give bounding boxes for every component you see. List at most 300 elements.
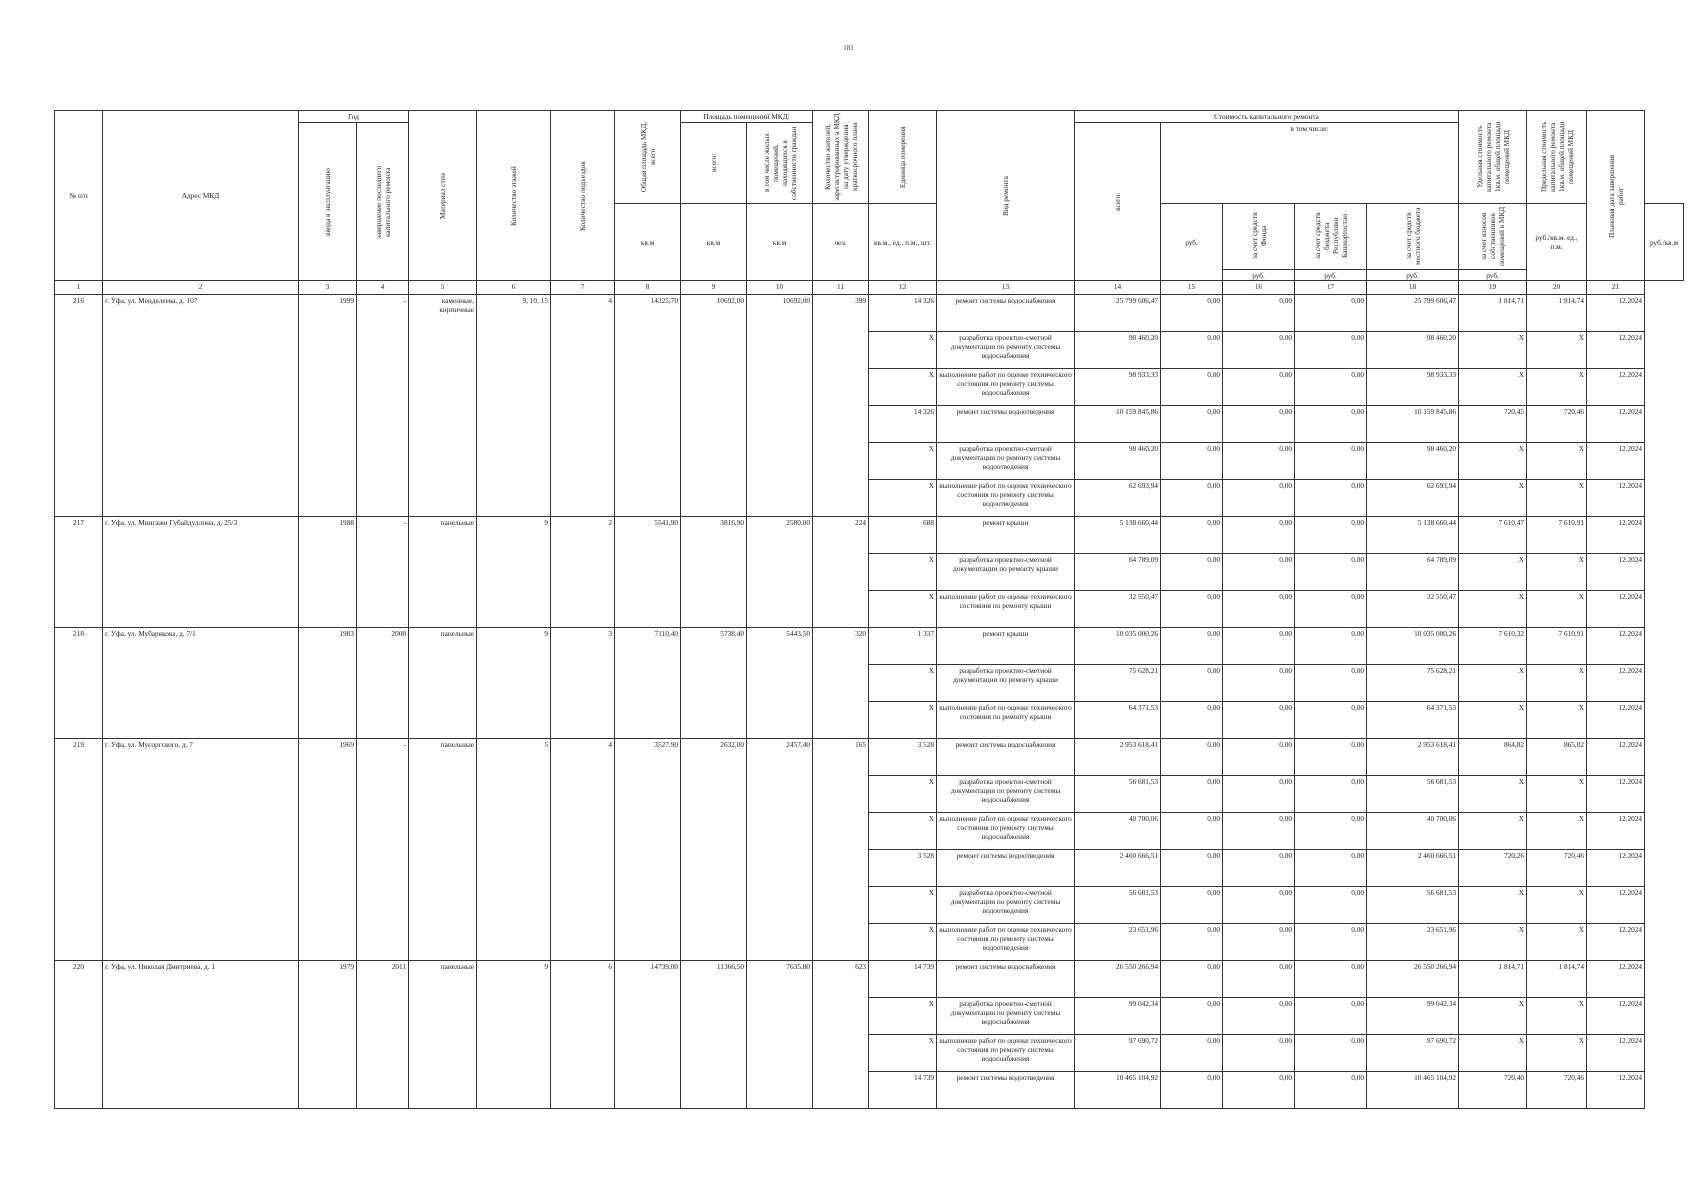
premises-area: 10692,00 bbox=[681, 295, 747, 517]
repair-type: ремонт системы водоснабжения bbox=[937, 961, 1075, 998]
cost-total: 32 550,47 bbox=[1075, 591, 1161, 628]
unit-measure: кв.м., ед., п.м., шт. bbox=[869, 204, 937, 281]
premises-area: 3816,90 bbox=[681, 517, 747, 628]
specific-cost: 720,26 bbox=[1459, 850, 1527, 887]
cost-rb: 0,00 bbox=[1223, 517, 1295, 554]
entrances-count: 3 bbox=[551, 628, 615, 739]
table-row bbox=[55, 517, 1684, 554]
cost-fund: 0,00 bbox=[1161, 332, 1223, 369]
building-address: г. Уфа, ул. Мусоргского, д. 7 bbox=[103, 739, 299, 961]
floors-count: 9, 10, 15 bbox=[477, 295, 551, 517]
cost-fund: 0,00 bbox=[1161, 517, 1223, 554]
repair-plan-table bbox=[54, 110, 1684, 1109]
header-repair-type: Вид ремонта bbox=[1001, 175, 1011, 216]
cost-rb: 0,00 bbox=[1223, 739, 1295, 776]
total-area: 7110,40 bbox=[615, 628, 681, 739]
work-unit: X bbox=[869, 998, 937, 1035]
column-number: 4 bbox=[357, 281, 409, 295]
table-row bbox=[55, 295, 1684, 332]
table-row bbox=[55, 739, 1684, 776]
work-unit: X bbox=[869, 813, 937, 850]
planned-date: 12.2024 bbox=[1587, 850, 1645, 887]
cost-owners: 64 789,09 bbox=[1367, 554, 1459, 591]
planned-date: 12.2024 bbox=[1587, 813, 1645, 850]
building-number: 218 bbox=[55, 628, 103, 739]
header-planned-date: Плановая дата завершения работ bbox=[1606, 154, 1625, 238]
total-area: 3527,90 bbox=[615, 739, 681, 961]
planned-date: 12.2024 bbox=[1587, 628, 1645, 665]
cost-fund: 0,00 bbox=[1161, 887, 1223, 924]
specific-cost: 1 814,71 bbox=[1459, 961, 1527, 998]
cost-owners: 98 460,20 bbox=[1367, 332, 1459, 369]
cost-total: 10 465 104,92 bbox=[1075, 1072, 1161, 1109]
column-number: 12 bbox=[869, 281, 937, 295]
work-unit: X bbox=[869, 443, 937, 480]
cost-total: 5 138 660,44 bbox=[1075, 517, 1161, 554]
owned-area: 2457,40 bbox=[747, 739, 813, 961]
year-last-repair: 2008 bbox=[357, 628, 409, 739]
cost-fund: 0,00 bbox=[1161, 1035, 1223, 1072]
page-number: 181 bbox=[843, 44, 854, 52]
max-cost: X bbox=[1527, 443, 1587, 480]
total-area: 5541,90 bbox=[615, 517, 681, 628]
owned-area: 7635,80 bbox=[747, 961, 813, 1109]
repair-type: ремонт системы водоснабжения bbox=[937, 739, 1075, 776]
cost-rb: 0,00 bbox=[1223, 813, 1295, 850]
max-cost: X bbox=[1527, 369, 1587, 406]
header-max-cost: Предельная стоимость капитального ремонта 1кв.м. общей площади помещений МКД bbox=[1538, 121, 1575, 193]
header-residents: Количество жителей, зарегистрированных в МКД на дату утверждения краткосрочного плана bbox=[822, 113, 859, 201]
cost-owners: 10 465 104,92 bbox=[1367, 1072, 1459, 1109]
work-unit: X bbox=[869, 1035, 937, 1072]
max-cost: 1 814,74 bbox=[1527, 961, 1587, 998]
wall-material: панельные bbox=[409, 961, 477, 1109]
cost-owners: 32 550,47 bbox=[1367, 591, 1459, 628]
cost-total: 2 460 666,51 bbox=[1075, 850, 1161, 887]
planned-date: 12.2024 bbox=[1587, 295, 1645, 332]
column-number: 13 bbox=[937, 281, 1075, 295]
planned-date: 12.2024 bbox=[1587, 443, 1645, 480]
cost-total: 64 789,09 bbox=[1075, 554, 1161, 591]
max-cost: 7 610,91 bbox=[1527, 517, 1587, 554]
cost-fund: 0,00 bbox=[1161, 924, 1223, 961]
work-unit: X bbox=[869, 776, 937, 813]
cost-rb: 0,00 bbox=[1223, 628, 1295, 665]
cost-owners: 2 460 666,51 bbox=[1367, 850, 1459, 887]
cost-rb: 0,00 bbox=[1223, 1035, 1295, 1072]
cost-total: 40 700,06 bbox=[1075, 813, 1161, 850]
header-including: в том числе: bbox=[1161, 123, 1459, 204]
owned-area: 5443,50 bbox=[747, 628, 813, 739]
planned-date: 12.2024 bbox=[1587, 924, 1645, 961]
year-commissioning: 1979 bbox=[299, 961, 357, 1109]
header-no: № п/п bbox=[55, 111, 103, 281]
specific-cost: 7 610,32 bbox=[1459, 628, 1527, 665]
column-number: 5 bbox=[409, 281, 477, 295]
residents-count: 623 bbox=[813, 961, 869, 1109]
repair-type: ремонт крыши bbox=[937, 628, 1075, 665]
cost-rb: 0,00 bbox=[1223, 332, 1295, 369]
header-entrances: Количество подъездов bbox=[578, 160, 588, 231]
planned-date: 12.2024 bbox=[1587, 554, 1645, 591]
repair-type: разработка проектно-сметной документации по ремонту системы водоснабжения bbox=[937, 332, 1075, 369]
cost-rb: 0,00 bbox=[1223, 887, 1295, 924]
cost-local: 0,00 bbox=[1295, 1035, 1367, 1072]
header-cost-fund: за счет средств Фонда bbox=[1249, 212, 1268, 260]
cost-local: 0,00 bbox=[1295, 480, 1367, 517]
header-total-area: Общая площадь МКД, всего bbox=[638, 121, 657, 193]
cost-local: 0,00 bbox=[1295, 591, 1367, 628]
cost-total: 98 460,20 bbox=[1075, 332, 1161, 369]
repair-type: ремонт системы водоотведения bbox=[937, 1072, 1075, 1109]
cost-local: 0,00 bbox=[1295, 850, 1367, 887]
entrances-count: 4 bbox=[551, 739, 615, 961]
cost-fund: 0,00 bbox=[1161, 998, 1223, 1035]
cost-local: 0,00 bbox=[1295, 665, 1367, 702]
unit-rub: руб. bbox=[1295, 269, 1366, 280]
repair-type: выполнение работ по оценке технического состояния по ремонту крыши bbox=[937, 702, 1075, 739]
cost-fund: 0,00 bbox=[1161, 295, 1223, 332]
repair-type: разработка проектно-сметной документации по ремонту системы водоотведения bbox=[937, 443, 1075, 480]
max-cost: X bbox=[1527, 813, 1587, 850]
cost-fund: 0,00 bbox=[1161, 591, 1223, 628]
cost-fund: 0,00 bbox=[1161, 1072, 1223, 1109]
max-cost: 720,46 bbox=[1527, 850, 1587, 887]
column-number: 16 bbox=[1223, 281, 1295, 295]
header-cost-rb: за счет средств бюджета Республики Башкортостан bbox=[1312, 212, 1349, 260]
specific-cost: X bbox=[1459, 665, 1527, 702]
max-cost: X bbox=[1527, 1035, 1587, 1072]
max-cost: X bbox=[1527, 480, 1587, 517]
repair-type: выполнение работ по оценке технического состояния по ремонту системы водоотведения bbox=[937, 924, 1075, 961]
floors-count: 9 bbox=[477, 517, 551, 628]
building-address: г. Уфа, ул. Мубарякова, д. 7/1 bbox=[103, 628, 299, 739]
repair-type: выполнение работ по оценке технического состояния по ремонту системы водоснабжения bbox=[937, 369, 1075, 406]
entrances-count: 4 bbox=[551, 295, 615, 517]
cost-owners: 2 953 618,41 bbox=[1367, 739, 1459, 776]
repair-type: разработка проектно-сметной документации по ремонту системы водоотведения bbox=[937, 887, 1075, 924]
cost-fund: 0,00 bbox=[1161, 480, 1223, 517]
floors-count: 5 bbox=[477, 739, 551, 961]
specific-cost: X bbox=[1459, 369, 1527, 406]
wall-material: каменные, кирпичные bbox=[409, 295, 477, 517]
cost-total: 26 550 266,94 bbox=[1075, 961, 1161, 998]
cost-rb: 0,00 bbox=[1223, 998, 1295, 1035]
header-specific-cost: Удельная стоимость капитального ремонта 1кв.м. общей площади помещений МКД bbox=[1474, 121, 1511, 193]
year-last-repair: 2011 bbox=[357, 961, 409, 1109]
repair-type: ремонт системы водоснабжения bbox=[937, 295, 1075, 332]
column-number: 9 bbox=[681, 281, 747, 295]
cost-total: 2 953 618,41 bbox=[1075, 739, 1161, 776]
header-wall-material: Материал стен bbox=[438, 172, 448, 219]
repair-type: разработка проектно-сметной документации по ремонту крыши bbox=[937, 665, 1075, 702]
max-cost: X bbox=[1527, 554, 1587, 591]
unit-rub-per-unit: руб./кв.м. ед., п.м. bbox=[1527, 204, 1587, 281]
table-row bbox=[55, 961, 1684, 998]
cost-total: 25 799 606,47 bbox=[1075, 295, 1161, 332]
column-number: 2 bbox=[103, 281, 299, 295]
planned-date: 12.2024 bbox=[1587, 480, 1645, 517]
specific-cost: 1 814,71 bbox=[1459, 295, 1527, 332]
repair-type: выполнение работ по оценке технического состояния по ремонту системы водоснабжения bbox=[937, 813, 1075, 850]
work-unit: 14 326 bbox=[869, 295, 937, 332]
header-cost-local: за счет средств местного бюджета bbox=[1403, 207, 1422, 265]
specific-cost: X bbox=[1459, 591, 1527, 628]
specific-cost: 720,40 bbox=[1459, 1072, 1527, 1109]
header-premises-owned: в том числе жилых помещений, находящихся в собственности граждан bbox=[761, 126, 798, 200]
cost-rb: 0,00 bbox=[1223, 591, 1295, 628]
unit-rub: руб. bbox=[1223, 269, 1294, 280]
planned-date: 12.2024 bbox=[1587, 406, 1645, 443]
work-unit: 3 528 bbox=[869, 850, 937, 887]
planned-date: 12.2024 bbox=[1587, 1035, 1645, 1072]
repair-type: разработка проектно-сметной документации по ремонту системы водоснабжения bbox=[937, 776, 1075, 813]
year-commissioning: 1983 bbox=[299, 628, 357, 739]
cost-owners: 62 693,94 bbox=[1367, 480, 1459, 517]
repair-type: разработка проектно-сметной документации по ремонту системы водоснабжения bbox=[937, 998, 1075, 1035]
table-row bbox=[55, 628, 1684, 665]
max-cost: X bbox=[1527, 702, 1587, 739]
column-number: 20 bbox=[1527, 281, 1587, 295]
column-number: 7 bbox=[551, 281, 615, 295]
column-number: 14 bbox=[1075, 281, 1161, 295]
repair-type: выполнение работ по оценке технического состояния по ремонту системы водоотведения bbox=[937, 480, 1075, 517]
max-cost: X bbox=[1527, 591, 1587, 628]
cost-rb: 0,00 bbox=[1223, 1072, 1295, 1109]
year-commissioning: 1969 bbox=[299, 739, 357, 961]
header-cost-owners: за счет взносов собственников помещений в МКД bbox=[1479, 206, 1507, 266]
cost-owners: 10 159 845,86 bbox=[1367, 406, 1459, 443]
unit-people: чел. bbox=[813, 204, 869, 281]
cost-owners: 10 035 000,26 bbox=[1367, 628, 1459, 665]
cost-rb: 0,00 bbox=[1223, 443, 1295, 480]
total-area: 14325,70 bbox=[615, 295, 681, 517]
work-unit: X bbox=[869, 591, 937, 628]
specific-cost: 7 610,47 bbox=[1459, 517, 1527, 554]
work-unit: X bbox=[869, 924, 937, 961]
cost-local: 0,00 bbox=[1295, 1072, 1367, 1109]
column-number: 18 bbox=[1367, 281, 1459, 295]
max-cost: 720,46 bbox=[1527, 406, 1587, 443]
building-number: 216 bbox=[55, 295, 103, 517]
entrances-count: 2 bbox=[551, 517, 615, 628]
cost-total: 56 681,53 bbox=[1075, 776, 1161, 813]
cost-rb: 0,00 bbox=[1223, 295, 1295, 332]
work-unit: X bbox=[869, 665, 937, 702]
cost-owners: 56 681,53 bbox=[1367, 887, 1459, 924]
cost-owners: 64 371,53 bbox=[1367, 702, 1459, 739]
cost-fund: 0,00 bbox=[1161, 665, 1223, 702]
cost-fund: 0,00 bbox=[1161, 739, 1223, 776]
cost-total: 62 693,94 bbox=[1075, 480, 1161, 517]
cost-total: 97 690,72 bbox=[1075, 1035, 1161, 1072]
cost-local: 0,00 bbox=[1295, 961, 1367, 998]
cost-local: 0,00 bbox=[1295, 517, 1367, 554]
planned-date: 12.2024 bbox=[1587, 1072, 1645, 1109]
max-cost: 720,46 bbox=[1527, 1072, 1587, 1109]
repair-type: выполнение работ по оценке технического состояния по ремонту системы водоснабжения bbox=[937, 1035, 1075, 1072]
planned-date: 12.2024 bbox=[1587, 776, 1645, 813]
planned-date: 12.2024 bbox=[1587, 369, 1645, 406]
floors-count: 9 bbox=[477, 628, 551, 739]
owned-area: 10692,00 bbox=[747, 295, 813, 517]
max-cost: X bbox=[1527, 665, 1587, 702]
header-premises-total: всего: bbox=[709, 153, 719, 173]
cost-fund: 0,00 bbox=[1161, 628, 1223, 665]
specific-cost: X bbox=[1459, 554, 1527, 591]
planned-date: 12.2024 bbox=[1587, 739, 1645, 776]
column-number: 3 bbox=[299, 281, 357, 295]
cost-total: 23 651,96 bbox=[1075, 924, 1161, 961]
cost-fund: 0,00 bbox=[1161, 554, 1223, 591]
max-cost: 1 814,74 bbox=[1527, 295, 1587, 332]
cost-owners: 25 799 606,47 bbox=[1367, 295, 1459, 332]
header-address: Адрес МКД bbox=[103, 111, 299, 281]
cost-rb: 0,00 bbox=[1223, 924, 1295, 961]
cost-owners: 56 681,53 bbox=[1367, 776, 1459, 813]
specific-cost: X bbox=[1459, 813, 1527, 850]
year-last-repair: - bbox=[357, 517, 409, 628]
planned-date: 12.2024 bbox=[1587, 591, 1645, 628]
column-number: 10 bbox=[747, 281, 813, 295]
header-cost-total: всего: bbox=[1113, 192, 1123, 211]
total-area: 14739,00 bbox=[615, 961, 681, 1109]
cost-fund: 0,00 bbox=[1161, 776, 1223, 813]
specific-cost: 864,82 bbox=[1459, 739, 1527, 776]
cost-rb: 0,00 bbox=[1223, 369, 1295, 406]
owned-area: 2580,00 bbox=[747, 517, 813, 628]
work-unit: 14 326 bbox=[869, 406, 937, 443]
cost-fund: 0,00 bbox=[1161, 406, 1223, 443]
planned-date: 12.2024 bbox=[1587, 665, 1645, 702]
planned-date: 12.2024 bbox=[1587, 332, 1645, 369]
cost-local: 0,00 bbox=[1295, 554, 1367, 591]
work-unit: 688 bbox=[869, 517, 937, 554]
column-number: 21 bbox=[1587, 281, 1645, 295]
cost-total: 56 681,53 bbox=[1075, 887, 1161, 924]
max-cost: 7 610,91 bbox=[1527, 628, 1587, 665]
building-address: г. Уфа, ул. Николая Дмитриева, д. 1 bbox=[103, 961, 299, 1109]
cost-total: 10 035 000,26 bbox=[1075, 628, 1161, 665]
column-number: 11 bbox=[813, 281, 869, 295]
column-number: 1 bbox=[55, 281, 103, 295]
cost-total: 99 042,34 bbox=[1075, 998, 1161, 1035]
specific-cost: X bbox=[1459, 776, 1527, 813]
repair-type: разработка проектно-сметной документации по ремонту крыши bbox=[937, 554, 1075, 591]
specific-cost: X bbox=[1459, 924, 1527, 961]
cost-local: 0,00 bbox=[1295, 776, 1367, 813]
header-year-commissioning: ввода в эксплуатацию bbox=[323, 167, 332, 236]
planned-date: 12.2024 bbox=[1587, 702, 1645, 739]
wall-material: панельные bbox=[409, 739, 477, 961]
planned-date: 12.2024 bbox=[1587, 517, 1645, 554]
work-unit: 1 337 bbox=[869, 628, 937, 665]
specific-cost: X bbox=[1459, 480, 1527, 517]
cost-rb: 0,00 bbox=[1223, 480, 1295, 517]
building-address: г. Уфа, ул. Мингажи Губайдуллина, д. 25/3 bbox=[103, 517, 299, 628]
cost-rb: 0,00 bbox=[1223, 665, 1295, 702]
cost-total: 10 159 845,86 bbox=[1075, 406, 1161, 443]
column-number: 17 bbox=[1295, 281, 1367, 295]
column-number: 6 bbox=[477, 281, 551, 295]
cost-rb: 0,00 bbox=[1223, 850, 1295, 887]
header-year-last-repair: завершение последнего капитального ремонта bbox=[373, 164, 392, 239]
max-cost: X bbox=[1527, 776, 1587, 813]
cost-rb: 0,00 bbox=[1223, 406, 1295, 443]
work-unit: X bbox=[869, 887, 937, 924]
unit-rub-per-sqm: руб./кв.м bbox=[1645, 204, 1684, 281]
specific-cost: X bbox=[1459, 332, 1527, 369]
header-year-group: Год bbox=[299, 111, 409, 123]
building-number: 219 bbox=[55, 739, 103, 961]
cost-local: 0,00 bbox=[1295, 406, 1367, 443]
wall-material: панельные bbox=[409, 517, 477, 628]
building-number: 220 bbox=[55, 961, 103, 1109]
floors-count: 9 bbox=[477, 961, 551, 1109]
residents-count: 399 bbox=[813, 295, 869, 517]
residents-count: 165 bbox=[813, 739, 869, 961]
specific-cost: X bbox=[1459, 443, 1527, 480]
premises-area: 11366,50 bbox=[681, 961, 747, 1109]
cost-owners: 23 651,96 bbox=[1367, 924, 1459, 961]
unit-rub: руб. bbox=[1459, 269, 1526, 280]
column-number: 8 bbox=[615, 281, 681, 295]
premises-area: 5738,40 bbox=[681, 628, 747, 739]
header-floors: Количество этажей bbox=[509, 165, 519, 226]
cost-owners: 99 042,34 bbox=[1367, 998, 1459, 1035]
cost-owners: 75 628,21 bbox=[1367, 665, 1459, 702]
cost-local: 0,00 bbox=[1295, 295, 1367, 332]
max-cost: X bbox=[1527, 332, 1587, 369]
column-number: 19 bbox=[1459, 281, 1527, 295]
year-last-repair: - bbox=[357, 739, 409, 961]
cost-local: 0,00 bbox=[1295, 369, 1367, 406]
cost-rb: 0,00 bbox=[1223, 961, 1295, 998]
planned-date: 12.2024 bbox=[1587, 998, 1645, 1035]
planned-date: 12.2024 bbox=[1587, 887, 1645, 924]
entrances-count: 6 bbox=[551, 961, 615, 1109]
cost-fund: 0,00 bbox=[1161, 961, 1223, 998]
cost-owners: 26 550 266,94 bbox=[1367, 961, 1459, 998]
cost-local: 0,00 bbox=[1295, 813, 1367, 850]
work-unit: X bbox=[869, 480, 937, 517]
work-unit: X bbox=[869, 369, 937, 406]
specific-cost: X bbox=[1459, 998, 1527, 1035]
cost-rb: 0,00 bbox=[1223, 554, 1295, 591]
max-cost: X bbox=[1527, 924, 1587, 961]
repair-type: ремонт крыши bbox=[937, 517, 1075, 554]
work-unit: 3 528 bbox=[869, 739, 937, 776]
year-commissioning: 1988 bbox=[299, 517, 357, 628]
residents-count: 320 bbox=[813, 628, 869, 739]
max-cost: 865,02 bbox=[1527, 739, 1587, 776]
repair-type: ремонт системы водоотведения bbox=[937, 406, 1075, 443]
cost-local: 0,00 bbox=[1295, 998, 1367, 1035]
cost-fund: 0,00 bbox=[1161, 813, 1223, 850]
cost-fund: 0,00 bbox=[1161, 702, 1223, 739]
cost-owners: 98 460,20 bbox=[1367, 443, 1459, 480]
header-premises-group: Площадь помещений МКД: bbox=[681, 111, 813, 123]
specific-cost: X bbox=[1459, 887, 1527, 924]
unit-sqm-area: кв.м bbox=[615, 204, 681, 281]
building-number: 217 bbox=[55, 517, 103, 628]
specific-cost: X bbox=[1459, 1035, 1527, 1072]
column-number: 15 bbox=[1161, 281, 1223, 295]
cost-fund: 0,00 bbox=[1161, 850, 1223, 887]
header-unit: Единица измерения bbox=[898, 126, 908, 188]
cost-fund: 0,00 bbox=[1161, 369, 1223, 406]
building-address: г. Уфа, ул. Менделеева, д. 107 bbox=[103, 295, 299, 517]
